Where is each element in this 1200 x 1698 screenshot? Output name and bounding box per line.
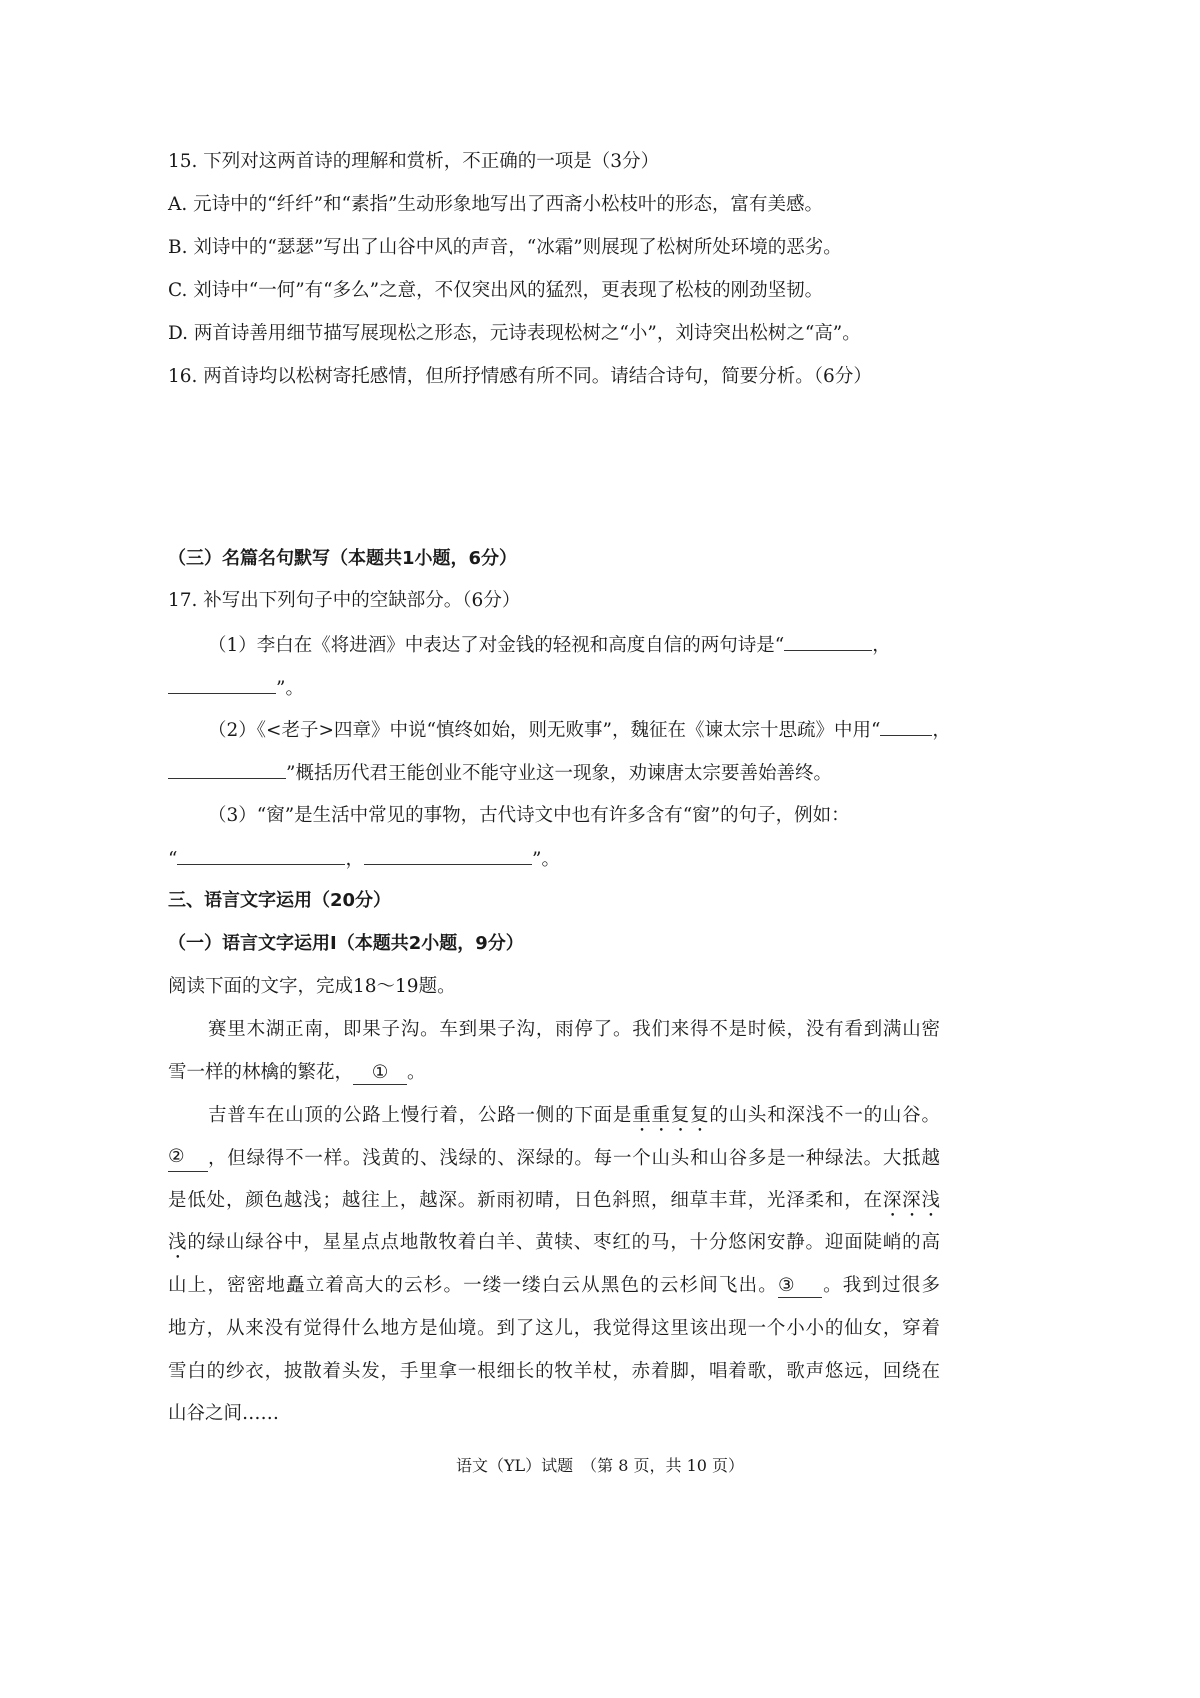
q17-item-3-cont [168, 846, 940, 873]
answer-blank[interactable] [168, 760, 286, 779]
answer-blank[interactable] [177, 846, 345, 865]
blank-marker-3[interactable]: ③ [778, 1275, 822, 1298]
q16-stem: 16. 两首诗均以松树寄托感情，但所抒情感有所不同。请结合诗句，简要分析。（6分） [168, 366, 872, 387]
passage-line [168, 1188, 940, 1221]
q17-item-3: （3）“窗”是生活中常见的事物，古代诗文中也有许多含有“窗”的句子，例如： [208, 805, 850, 826]
passage-line [168, 1103, 940, 1136]
passage-text: ，但绿得不一样。浅黄的、浅绿的、深绿的。每一个山头和山谷多是一种绿法。大抵越 [208, 1148, 940, 1169]
part-title: 三、语言文字运用（20分） [168, 890, 392, 911]
comma: ， [345, 849, 364, 870]
q17-item-1 [168, 632, 940, 659]
emphasized-text: 深深浅 [882, 1190, 940, 1211]
passage-text: 是低处，颜色越浅；越往上，越深。新雨初晴，日色斜照，细草丰茸，光泽柔和，在 [168, 1190, 883, 1211]
passage-line: 山谷之间…… [168, 1403, 280, 1424]
q17-item-2-text-end: ”概括历代君王能创业不能守业这一现象，劝谏唐太宗要善始善终。 [286, 763, 832, 784]
answer-blank[interactable] [784, 632, 872, 651]
q15-option-a: A. 元诗中的“纤纤”和“素指”生动形象地写出了西斋小松枝叶的形态，富有美感。 [168, 194, 823, 215]
q17-item-2 [168, 717, 951, 744]
close-quote: ”。 [531, 849, 560, 870]
q15-option-c: C. 刘诗中“一何”有“多么”之意，不仅突出风的猛烈，更表现了松枝的刚劲坚韧。 [168, 280, 824, 301]
q15-option-b: B. 刘诗中的“瑟瑟”写出了山谷中风的声音，“冰霜”则展现了松树所处环境的恶劣。 [168, 237, 842, 258]
q15-stem: 15. 下列对这两首诗的理解和赏析，不正确的一项是（3分） [168, 151, 660, 172]
instruction: 阅读下面的文字，完成18～19题。 [168, 976, 456, 997]
q17-item-2-text: （2）《<老子>四章》中说“慎终如始，则无败事”，魏征在《谏太宗十思疏》中用“ [208, 720, 881, 741]
q17-item-2-cont [168, 760, 940, 787]
passage-line [168, 1273, 940, 1299]
passage-line [168, 1060, 940, 1086]
emphasized-text: 重重复复 [632, 1105, 710, 1126]
passage-text: 的绿山绿谷中，星星点点地散牧着白羊、黄犊、枣红的马，十分悠闲安静。迎面陡峭的高 [187, 1232, 940, 1253]
q17-stem: 17. 补写出下列句子中的空缺部分。（6分） [168, 590, 521, 611]
passage-text: 吉普车在山顶的公路上慢行着，公路一侧的下面是 [208, 1105, 633, 1126]
page-footer: 语文（YL）试题 （第 8 页，共 10 页） [455, 1456, 745, 1475]
answer-blank[interactable] [880, 717, 932, 736]
passage-text: 的山头和深浅不一的山谷。 [709, 1105, 940, 1126]
emphasized-text: 浅 [168, 1232, 188, 1253]
q15-option-d: D. 两首诗善用细节描写展现松之形态，元诗表现松树之“小”，刘诗突出松树之“高”。 [168, 323, 861, 344]
q17-item-1-text: （1）李白在《将进酒》中表达了对金钱的轻视和高度自信的两句诗是“ [208, 635, 785, 656]
passage-line [168, 1230, 940, 1263]
blank-marker-2[interactable]: ② [168, 1146, 208, 1172]
passage-text: 山上，密密地矗立着高大的云杉。一缕一缕白云从黑色的云杉间飞出。 [168, 1275, 778, 1296]
passage-text: 雪一样的林檎的繁花， [168, 1062, 354, 1083]
blank-marker-1[interactable]: ① [353, 1062, 407, 1085]
section-title: （三）名篇名句默写（本题共1小题，6分） [168, 548, 518, 569]
period: 。 [407, 1062, 426, 1083]
close-quote: ”。 [276, 678, 304, 699]
q17-item-1-cont [168, 675, 940, 702]
answer-blank[interactable] [168, 675, 276, 694]
comma: ， [872, 635, 891, 656]
answer-blank[interactable] [364, 846, 532, 865]
open-quote: “ [168, 849, 178, 870]
comma: ， [932, 720, 951, 741]
subsection-title: （一）语言文字运用Ⅰ（本题共2小题，9分） [168, 933, 524, 954]
passage-line [168, 1146, 940, 1172]
passage-line: 雪白的纱衣，披散着头发，手里拿一根细长的牧羊杖，赤着脚，唱着歌，歌声悠远，回绕在 [168, 1361, 940, 1382]
passage-line: 地方，从来没有觉得什么地方是仙境。到了这儿，我觉得这里该出现一个小小的仙女，穿着 [168, 1318, 940, 1339]
passage-line: 赛里木湖正南，即果子沟。车到果子沟，雨停了。我们来得不是时候，没有看到满山密 [208, 1019, 940, 1040]
passage-text: 。我到过很多 [821, 1275, 940, 1296]
